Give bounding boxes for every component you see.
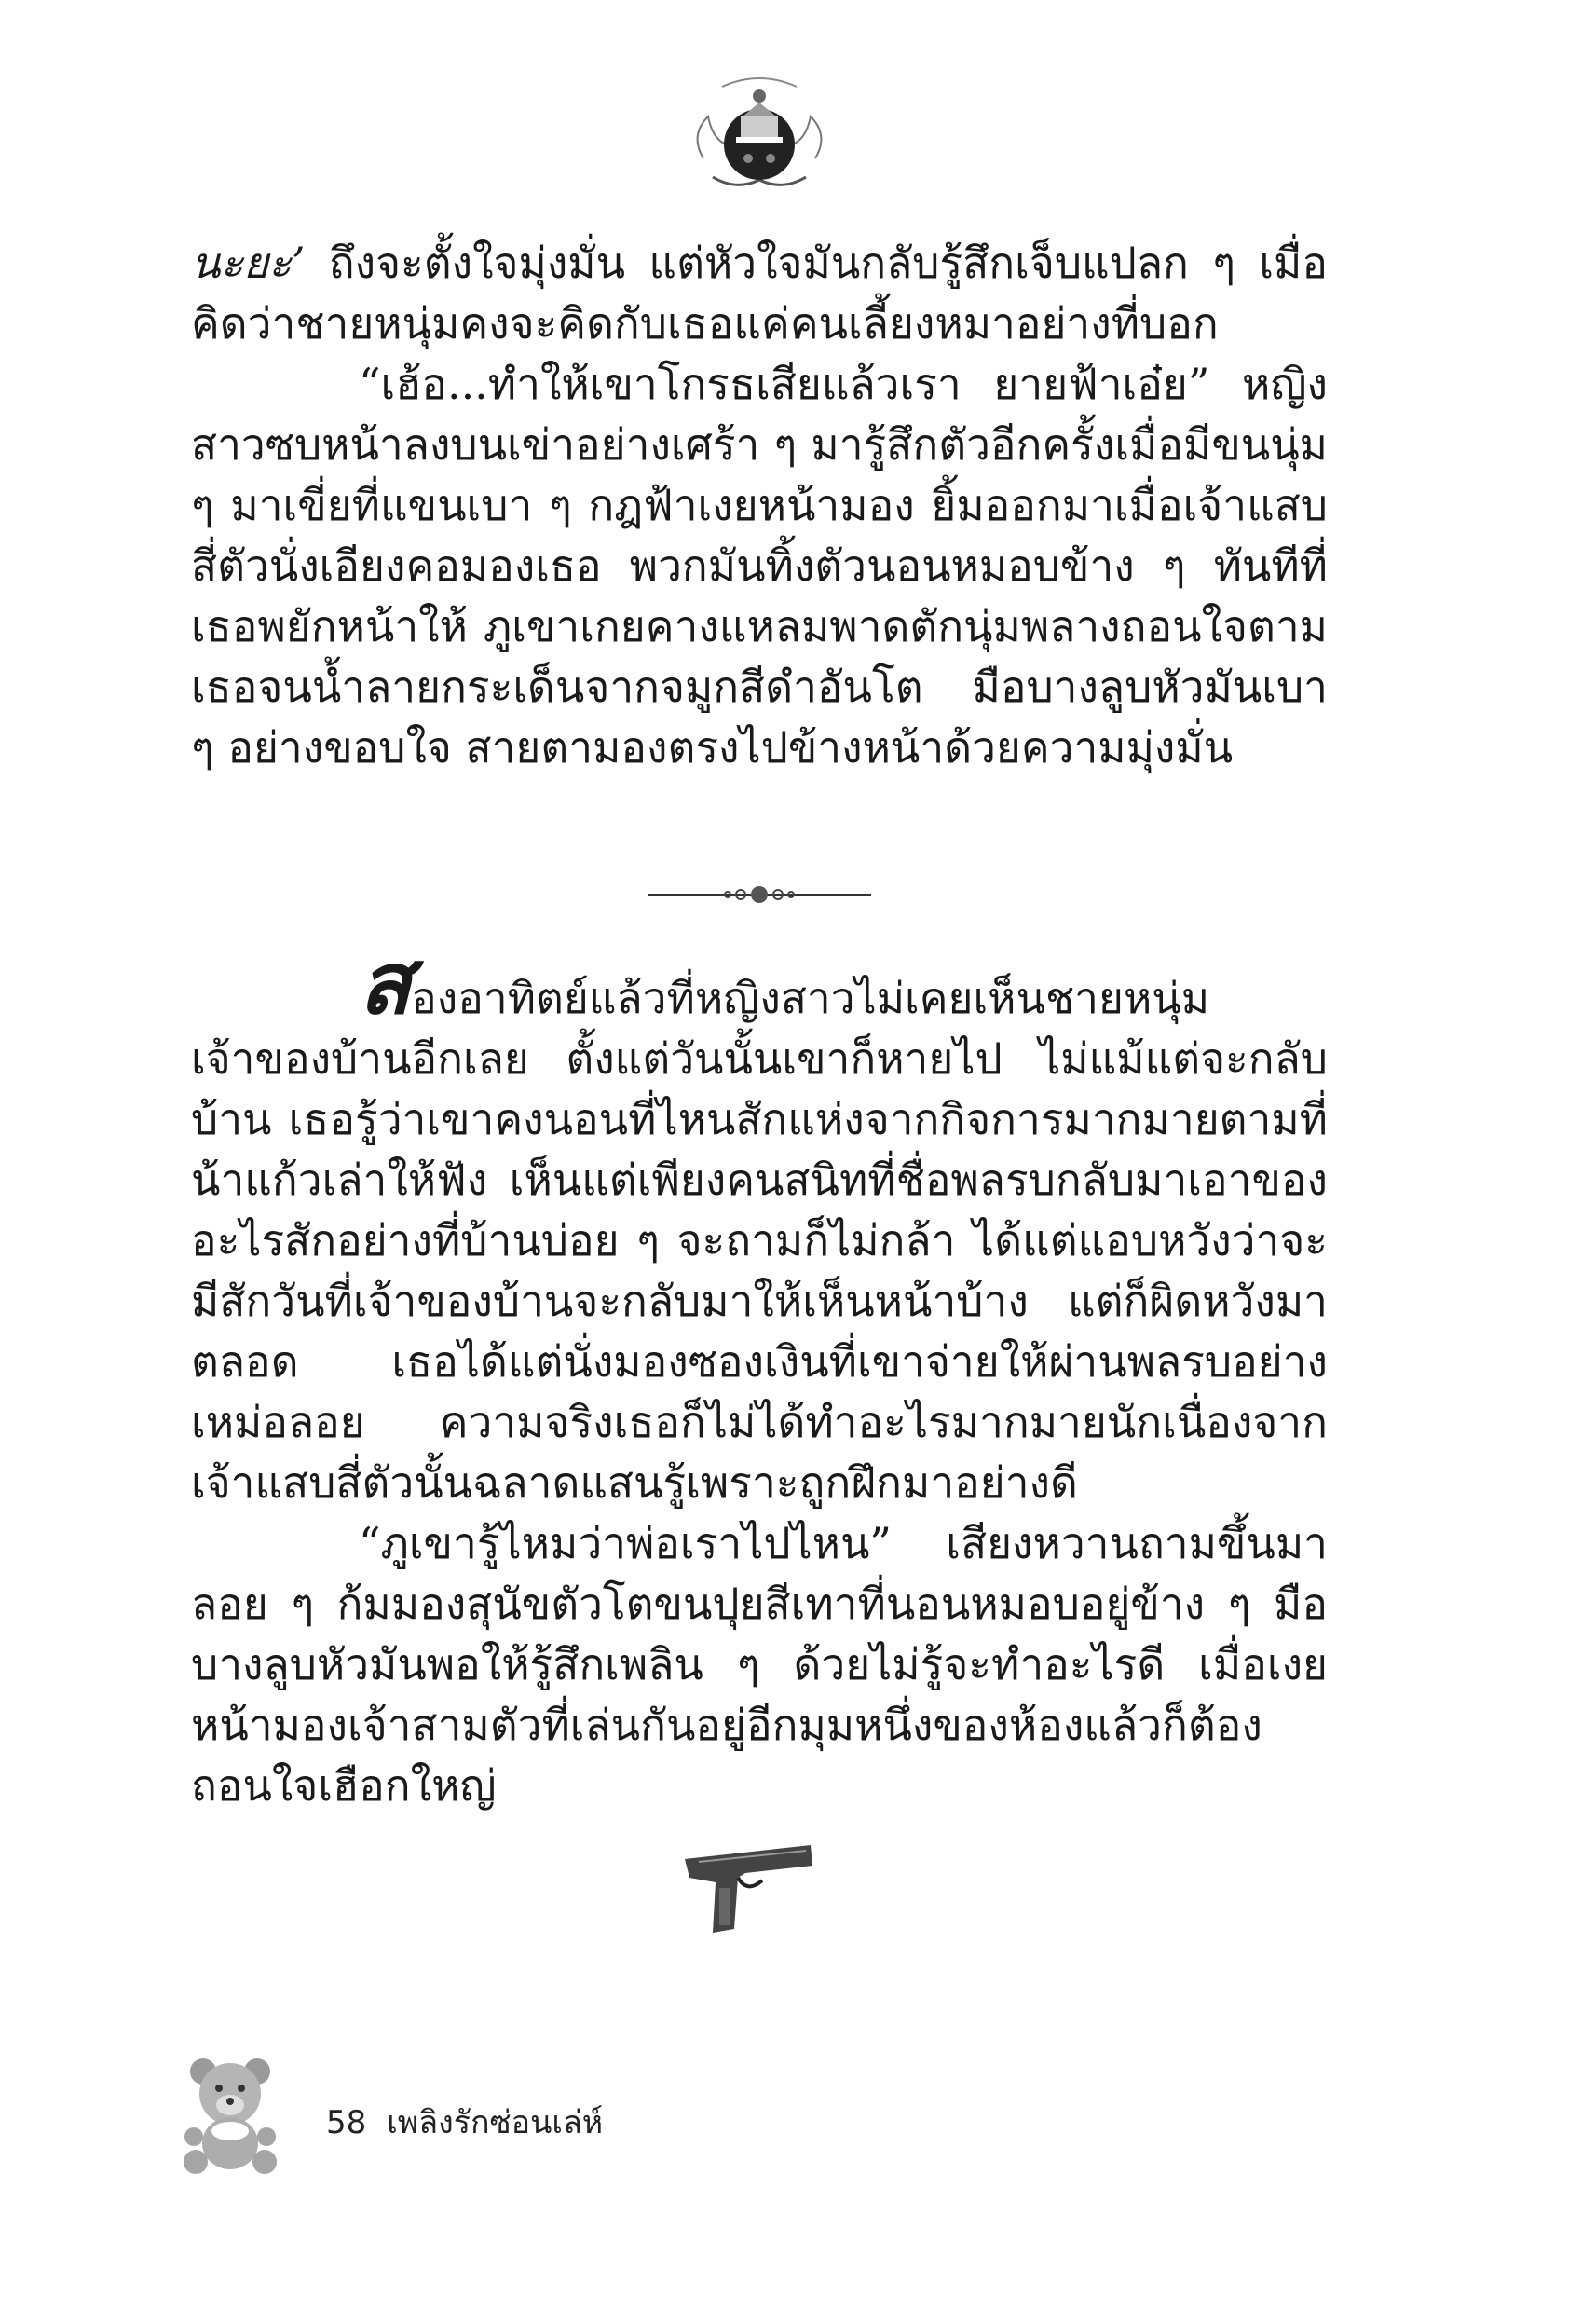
book-title: เพลิงรักซ่อนเล่ห์ xyxy=(387,2104,604,2141)
paragraph xyxy=(191,233,1328,354)
paragraph-text: องอาทิตย์แล้วที่หญิงสาวไม่เคยเห็นชายหนุ่มเจ้าของบ้านอีกเลย ตั้งแต่วันนั้นเขาก็หายไป ไม่แม้แต่จะกลับบ้าน เธอรู้ว่าเขาคงนอนที่ไหนสักแห่งจากกิจการมากมายตามที่น้าแก้วเล่าให้ฟัง เห็นแต่เพียงคนสนิทที่ชื่อพลรบกลับมาเอาของอะไรสักอย่างที่บ้านบ่อย ๆ จะถามก็ไม่กล้า ได้แต่แอบหวังว่าจะมีสักวันที่เจ้าของบ้านจะกลับมาให้เห็นหน้าบ้าง แต่ก็ผิดหวังมาตลอด เธอได้แต่นั่งมองซองเงินที่เขาจ่ายให้ผ่านพลรบอย่างเหม่อลอย ความจริงเธอก็ไม่ได้ทำอะไรมากมายนักเนื่องจากเจ้าแสบสี่ตัวนั้นฉลาดแสนรู้เพราะถูกฝึกมาอย่างดี xyxy=(191,973,1328,1508)
paragraph: “เฮ้อ...ทำให้เขาโกรธเสียแล้วเรา ยายฟ้าเอ๋ย” หญิงสาวซบหน้าลงบนเข่าอย่างเศร้า ๆ มารู้สึกตัวอีกครั้งเมื่อมีขนนุ่ม ๆ มาเขี่ยที่แขนเบา ๆ กฎฟ้าเงยหน้ามอง ยิ้มออกมาเมื่อเจ้าแสบสี่ตัวนั่งเอียงคอมองเธอ พวกมันทิ้งตัวนอนหมอบข้าง ๆ ทันทีที่เธอพยักหน้าให้ ภูเขาเกยคางแหลมพาดตักนุ่มพลางถอนใจตามเธอจนน้ำลายกระเด็นจากจมูกสีดำอันโต มือบางลูบหัวมันเบา ๆ อย่างขอบใจ สายตามองตรงไปข้างหน้าด้วยความมุ่งมั่น xyxy=(191,359,1328,773)
page-number: 58 xyxy=(326,2104,367,2141)
paragraph xyxy=(191,933,1328,1513)
divider-ornament-icon xyxy=(648,881,871,909)
italic-phrase: นะยะ’ xyxy=(191,238,306,288)
page-footer xyxy=(326,2097,603,2147)
paragraph-text: ถึงจะตั้งใจมุ่งมั่น แต่หัวใจมันกลับรู้สึกเจ็บแปลก ๆ เมื่อคิดว่าชายหนุ่มคงจะคิดกับเธอแค่คนเลี้ยงหมาอย่างที่บอก xyxy=(191,238,1328,349)
text-section-1 xyxy=(191,233,1328,778)
ornament-icon xyxy=(685,70,834,196)
pistol-icon xyxy=(680,1836,815,1938)
text-section-2 xyxy=(191,933,1328,1816)
paragraph: “ภูเขารู้ไหมว่าพ่อเราไปไหน” เสียงหวานถามขึ้นมาลอย ๆ ก้มมองสุนัขตัวโตขนปุยสีเทาที่นอนหมอบอยู่ข้าง ๆ มือบางลูบหัวมันพอให้รู้สึกเพลิน ๆ ด้วยไม่รู้จะทำอะไรดี เมื่อเงยหน้ามองเจ้าสามตัวที่เล่นกันอยู่อีกมุมหนึ่งของห้องแล้วก็ต้องถอนใจเฮือกใหญ่ xyxy=(191,1518,1328,1811)
drop-cap: ส xyxy=(359,933,412,1033)
teddy-bear-icon xyxy=(177,2055,284,2176)
